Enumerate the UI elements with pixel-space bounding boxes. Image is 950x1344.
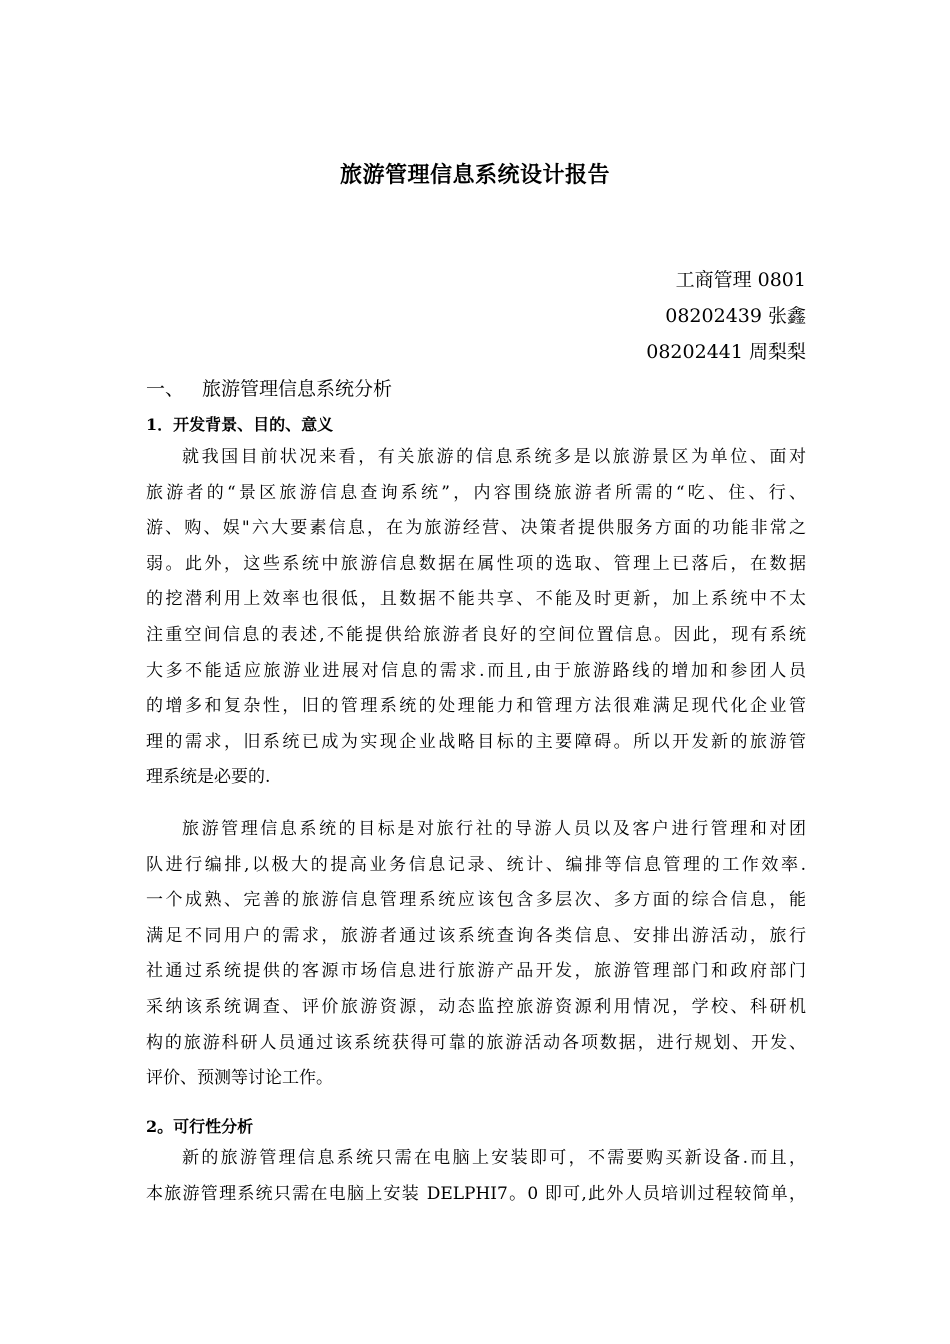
paragraph-line: 满足不同用户的需求，旅游者通过该系统查询各类信息、安排出游活动，旅行: [146, 925, 806, 946]
paragraph-feasibility: [146, 1141, 806, 1212]
paragraph-line: 本旅游管理系统只需在电脑上安装 DELPHI7。0 即可,此外人员培训过程较简单，: [146, 1183, 806, 1204]
paragraph-line: 新的旅游管理信息系统只需在电脑上安装即可，不需要购买新设备.而且，: [182, 1148, 806, 1168]
paragraph-line: 旅游管理信息系统的目标是对旅行社的导游人员以及客户进行管理和对团: [182, 819, 806, 839]
paragraph-line: 的增多和复杂性，旧的管理系统的处理能力和管理方法很难满足现代化企业管: [146, 696, 806, 717]
paragraph-line: 旅游者的“景区旅游信息查询系统”，内容围绕旅游者所需的“吃、住、行、: [146, 482, 806, 503]
paragraph-line: 理系统是必要的.: [146, 767, 271, 788]
paragraph-line: 大多不能适应旅游业进展对信息的需求.而且,由于旅游路线的增加和参团人员: [146, 660, 806, 681]
paragraph-line: 理的需求，旧系统已成为实现企业战略目标的主要障碍。所以开发新的旅游管: [146, 731, 806, 752]
paragraph-line: 队进行编排,以极大的提高业务信息记录、统计、编排等信息管理的工作效率.: [146, 854, 806, 875]
author-1: 08202439 张鑫: [665, 305, 806, 327]
paragraph-line: 就我国目前状况来看，有关旅游的信息系统多是以旅游景区为单位、面对: [182, 447, 806, 467]
author-class: 工商管理 0801: [675, 269, 806, 291]
paragraph-line: 一个成熟、完善的旅游信息管理系统应该包含多层次、多方面的综合信息，能: [146, 890, 806, 911]
paragraph-objective: [146, 812, 806, 1097]
paragraph-line: 的挖潜利用上效率也很低，且数据不能共享、不能及时更新，加上系统中不太: [146, 589, 806, 610]
subsection-heading-2: 2。可行性分析: [146, 1117, 254, 1136]
document-title: 旅游管理信息系统设计报告: [339, 162, 610, 188]
paragraph-line: 游、购、娱"六大要素信息，在为旅游经营、决策者提供服务方面的功能非常之: [146, 518, 806, 539]
paragraph-line: 采纳该系统调查、评价旅游资源，动态监控旅游资源利用情况，学校、科研机: [146, 996, 806, 1017]
paragraph-line: 注重空间信息的表述,不能提供给旅游者良好的空间位置信息。因此，现有系统: [146, 624, 806, 645]
section-number: 一、: [146, 378, 185, 400]
paragraph-line: 评价、预测等讨论工作。: [146, 1068, 333, 1089]
paragraph-line: 弱。此外，这些系统中旅游信息数据在属性项的选取、管理上已落后，在数据: [146, 553, 806, 574]
author-2: 08202441 周梨梨: [646, 341, 806, 363]
subsection-heading-1: 1．开发背景、目的、意义: [146, 415, 334, 434]
paragraph-background: [146, 440, 806, 796]
section-heading: [146, 374, 392, 401]
section-title: 旅游管理信息系统分析: [202, 378, 393, 400]
paragraph-line: 构的旅游科研人员通过该系统获得可靠的旅游活动各项数据，进行规划、开发、: [146, 1032, 806, 1053]
author-block: [646, 262, 806, 370]
paragraph-line: 社通过系统提供的客源市场信息进行旅游产品开发，旅游管理部门和政府部门: [146, 961, 806, 982]
